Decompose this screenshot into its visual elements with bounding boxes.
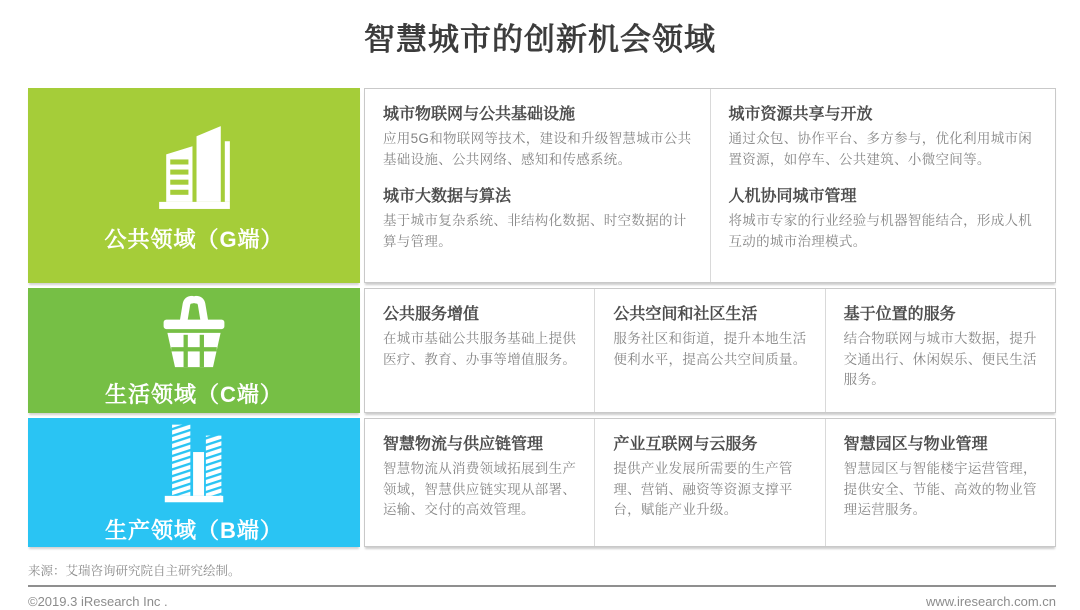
footer-divider: [28, 585, 1056, 587]
source-note: 来源：艾瑞咨询研究院自主研究绘制。: [28, 564, 241, 578]
content-item: [383, 431, 578, 521]
item-body: 通过众包、协作平台、多方参与，优化利用城市闲置资源，如停车、公共建筑、小微空间等。: [728, 131, 1033, 167]
panel-public-domain: [28, 88, 360, 283]
item-body: 在城市基础公共服务基础上提供医疗、教育、办事等增值服务。: [383, 331, 577, 367]
content-col: [365, 289, 594, 412]
item-title: 人机协同城市管理: [728, 188, 857, 206]
section-production-domain: [28, 418, 1056, 547]
panel-label-production: 生产领域（B端）: [105, 517, 283, 543]
content-col: [365, 419, 594, 546]
item-title: 城市物联网与公共基础设施: [383, 106, 576, 123]
footer: [28, 561, 1056, 609]
content-item: [844, 431, 1039, 521]
diagram: [28, 88, 1056, 552]
item-body: 应用5G和物联网等技术，建设和升级智慧城市公共基础设施、公共网络、感知和传感系统。: [383, 131, 692, 167]
shopping-basket-icon: [152, 293, 236, 369]
item-title: 产业互联网与云服务: [613, 436, 758, 453]
content-item: [613, 301, 808, 370]
content-item: [383, 101, 694, 170]
item-title: 城市大数据与算法: [383, 188, 512, 206]
item-title: 城市资源共享与开放: [728, 106, 873, 123]
content-box-life: [364, 288, 1056, 413]
buildings-icon: [146, 117, 243, 214]
content-item: [729, 183, 1040, 252]
item-body: 服务社区和街道，提升本地生活便利水平，提高公共空间质量。: [613, 331, 807, 367]
content-box-public: [364, 88, 1056, 283]
item-title: 智慧园区与物业管理: [843, 436, 988, 453]
panel-label-life: 生活领域（C端）: [105, 381, 283, 407]
copyright-text: ©2019.3 iResearch Inc .: [28, 594, 168, 609]
section-life-domain: [28, 288, 1056, 413]
page-title: 智慧城市的创新机会领域: [364, 22, 716, 57]
item-title: 基于位置的服务: [843, 306, 956, 323]
content-item: [844, 301, 1039, 391]
item-body: 基于城市复杂系统、非结构化数据、时空数据的计算与管理。: [383, 213, 687, 249]
item-body: 智慧物流从消费领域拓展到生产领域，智慧供应链实现从部署、运输、交付的高效管理。: [383, 461, 577, 518]
website-url: www.iresearch.com.cn: [925, 594, 1056, 609]
content-col: [365, 89, 710, 282]
item-title: 公共空间和社区生活: [613, 306, 758, 323]
content-col: [710, 89, 1056, 282]
content-col: [594, 419, 824, 546]
item-body: 智慧园区与智能楼宇运营管理，提供安全、节能、高效的物业管理运营服务。: [843, 461, 1037, 518]
panel-production-domain: [28, 418, 360, 547]
content-item: [383, 301, 578, 370]
item-body: 将城市专家的行业经验与机器智能结合，形成人机互动的城市治理模式。: [728, 213, 1033, 249]
section-public-domain: [28, 88, 1056, 283]
item-body: 结合物联网与城市大数据，提升交通出行、休闲娱乐、便民生活服务。: [843, 331, 1037, 388]
panel-life-domain: [28, 288, 360, 413]
content-item: [383, 183, 694, 252]
footer-row: [28, 594, 1056, 609]
content-box-production: [364, 418, 1056, 547]
panel-label-public: 公共领域（G端）: [104, 227, 284, 252]
content-col: [825, 419, 1055, 546]
item-title: 公共服务增值: [383, 306, 480, 323]
item-title: 智慧物流与供应链管理: [383, 436, 544, 453]
content-item: [729, 101, 1040, 170]
content-col: [825, 289, 1055, 412]
spiral-towers-icon: [152, 421, 236, 505]
content-item: [613, 431, 808, 521]
content-col: [594, 289, 824, 412]
item-body: 提供产业发展所需要的生产管理、营销、融资等资源支撑平台，赋能产业升级。: [613, 461, 793, 518]
